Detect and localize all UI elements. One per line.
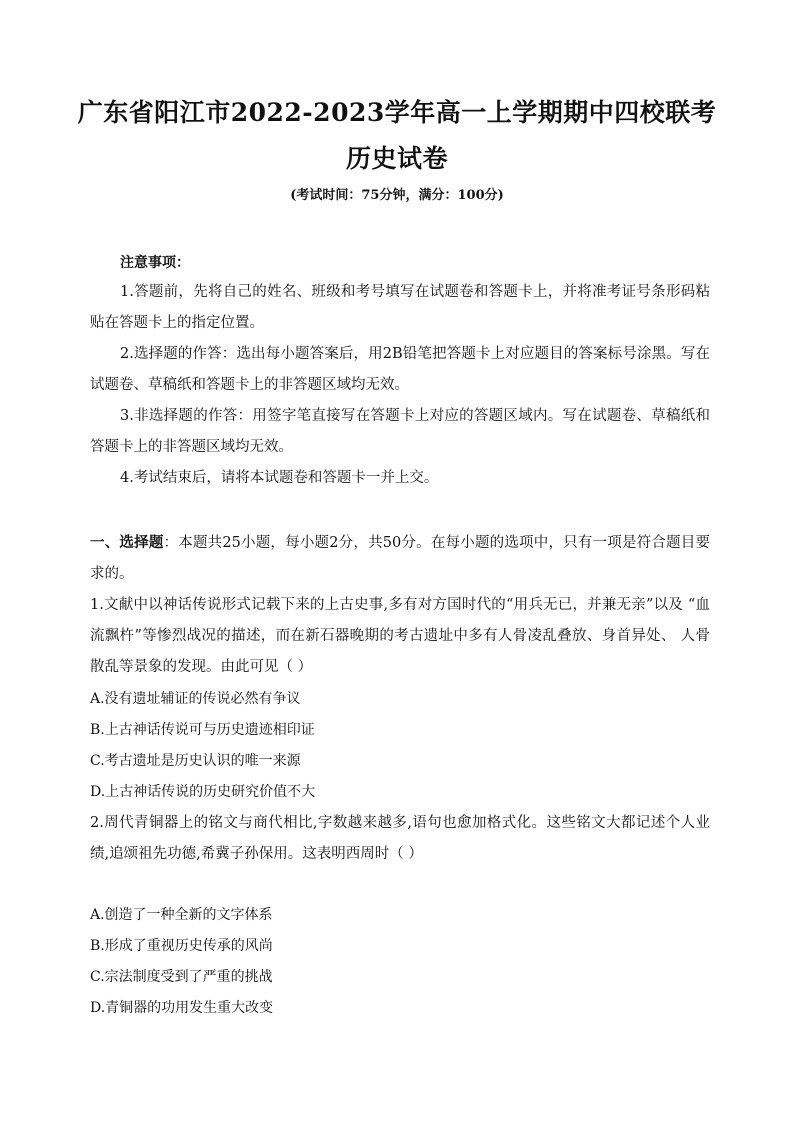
question-1-option-c: C.考古遗址是历史认识的唯一来源 — [90, 753, 301, 769]
section-label: 一、选择题 — [90, 534, 164, 551]
notes-heading: 注意事项： — [120, 255, 190, 271]
section-instructions: ：本题共25小题，每小题2分，共50分。在每小题的选项中，只有一项是符合题目要求的。 — [90, 535, 711, 582]
question-2-option-a: A.创造了一种全新的文字体系 — [90, 907, 273, 923]
note-item-4: 4.考试结束后，请将本试题卷和答题卡一并上交。 — [120, 470, 439, 486]
section-heading — [90, 527, 710, 590]
exam-title-line1: 广东省阳江市2022-2023学年高一上学期期中四校联考 — [77, 98, 717, 127]
exam-info: (考试时间：75分钟，满分：100分) — [290, 188, 504, 203]
note-item-2: 2.选择题的作答：选出每小题答案后，用2B铅笔把答题卡上对应题目的答案标号涂黑。写在试题卷、草稿纸和答题卡上的非答题区域均无效。 — [90, 346, 710, 393]
note-item-1: 1.答题前，先将自己的姓名、班级和考号填写在试题卷和答题卡上，并将准考证号条形码粘贴在答题卡上的指定位置。 — [90, 284, 710, 331]
exam-title-line2: 历史试卷 — [345, 144, 448, 173]
question-2-option-d: D.青铜器的功用发生重大改变 — [90, 1000, 274, 1016]
question-1-option-d: D.上古神话传说的历史研究价值不大 — [90, 784, 316, 800]
question-2-stem: 2.周代青铜器上的铭文与商代相比,字数越来越多,语句也愈加格式化。这些铭文大都记述个人业绩,追颂祖先功德,希冀子孙保用。这表明西周时（ ） — [90, 815, 710, 862]
question-1-option-a: A.没有遗址辅证的传说必然有争议 — [90, 691, 301, 707]
question-1-option-b: B.上古神话传说可与历史遗迹相印证 — [90, 722, 315, 738]
question-1-stem: 1.文献中以神话传说形式记载下来的上古史事,多有对方国时代的“用兵无已，并兼无亲”以及 “血流飘杵”等惨烈战况的描述，而在新石器晚期的考古遗址中多有人骨凌乱叠放、身首异处、 人骨散乱等景象的发现。由此可见（ ） — [90, 597, 710, 675]
question-2-option-c: C.宗法制度受到了严重的挑战 — [90, 969, 273, 985]
note-item-3: 3.非选择题的作答：用签字笔直接写在答题卡上对应的答题区域内。写在试题卷、草稿纸和答题卡上的非答题区域均无效。 — [90, 408, 710, 455]
question-2-option-b: B.形成了重视历史传承的风尚 — [90, 938, 273, 954]
